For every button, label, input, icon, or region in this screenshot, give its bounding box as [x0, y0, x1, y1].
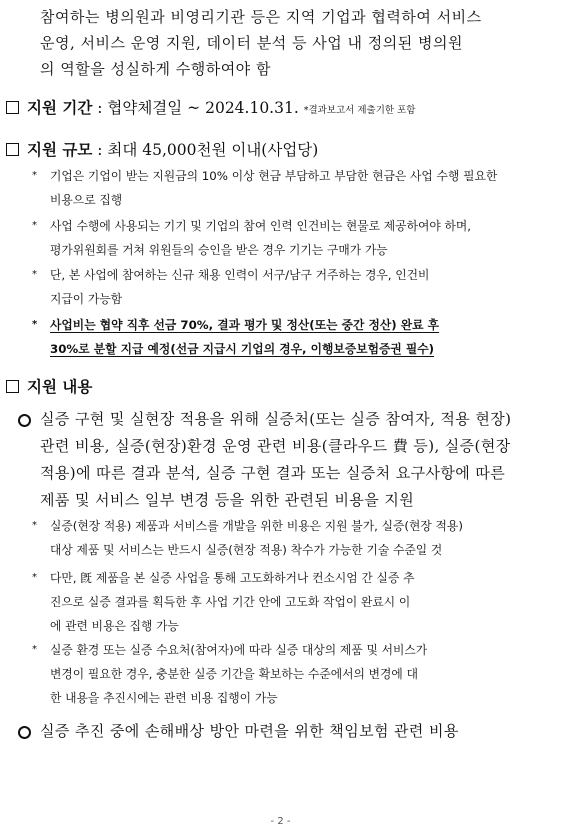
section-title: 지원 내용: [27, 378, 93, 396]
period-note: *결과보고서 제출기한 포함: [303, 105, 416, 116]
asterisk-icon: *: [32, 572, 37, 583]
list-item: * 실증(현장 적용) 제품과 서비스를 개발을 위한 비용은 지원 불가, 실증(현장 적용) 대상 제품 및 서비스는 반드시 실증(현장 적용) 착수가 가능한 기술 수준일 것: [32, 514, 540, 562]
list-item: * 기업은 기업이 받는 지원금의 10% 이상 현금 부담하고 부담한 현금은 사업 수행 필요한 비용으로 집행: [32, 164, 540, 212]
intro-line: 운영, 서비스 운영 지원, 데이터 분석 등 사업 내 정의된 병의원: [40, 34, 463, 52]
section-title: 지원 규모: [27, 141, 93, 159]
list-item: * 다만, 旣 제품을 본 실증 사업을 통해 고도화하거나 컨소시엄 간 실증 추 진으로 실증 결과를 획득한 후 사업 기간 안에 고도화 작업이 완료시 이 에 관련 비용은 집행 가능: [32, 566, 540, 638]
asterisk-icon: *: [32, 269, 37, 280]
section-support-scale: [6, 138, 318, 160]
circle-bullet-icon: [18, 726, 31, 739]
asterisk-icon: *: [32, 644, 37, 655]
list-item: * 사업 수행에 사용되는 기기 및 기업의 참여 인력 인건비는 현물로 제공하여야 하며, 평가위원회를 거쳐 위원들의 승인을 받은 경우 기기는 구매가 가능: [32, 214, 540, 262]
intro-line: 의 역할을 성실하게 수행하여야 함: [40, 60, 271, 78]
intro-paragraph: [40, 4, 540, 82]
intro-line: 참여하는 병의원과 비영리기관 등은 지역 기업과 협력하여 서비스: [40, 8, 482, 26]
square-bullet-icon: [6, 380, 19, 393]
content-item: 실증 추진 중에 손해배상 방안 마련을 위한 책임보험 관련 비용: [18, 718, 548, 745]
scale-value: : 최대 45,000천원 이내(사업당): [97, 141, 319, 159]
square-bullet-icon: [6, 101, 19, 114]
asterisk-icon: *: [32, 170, 37, 181]
asterisk-icon: *: [32, 520, 37, 531]
period-value: : 협약체결일 ~ 2024.10.31.: [97, 99, 299, 117]
section-support-period: [6, 96, 415, 118]
page-number: - 2 -: [270, 816, 291, 827]
circle-bullet-icon: [18, 414, 31, 427]
asterisk-icon: *: [32, 220, 37, 231]
list-item: * 단, 본 사업에 참여하는 신규 채용 인력이 서구/남구 거주하는 경우, 인건비 지급이 가능함: [32, 263, 540, 311]
square-bullet-icon: [6, 143, 19, 156]
list-item-emphasis: * 사업비는 협약 직후 선금 70%, 결과 평가 및 정산(또는 중간 정산) 완료 후 30%로 분할 지급 예정(선금 지급시 기업의 경우, 이행보증보험증권 필수): [32, 313, 540, 361]
section-support-content: [6, 375, 92, 397]
content-item: 실증 구현 및 실현장 적용을 위해 실증처(또는 실증 참여자, 적용 현장) 관련 비용, 실증(현장)환경 운영 관련 비용(클라우드 費 등), 실증(현장 적용)에 따른 결과 분석, 실증 구현 결과 또는 실증처 요구사항에 따른 제품 및 서비스 일부 변경 등을 위한 관련된 비용을 지원: [18, 406, 548, 514]
list-item: * 실증 환경 또는 실증 수요처(참여자)에 따라 실증 대상의 제품 및 서비스가 변경이 필요한 경우, 충분한 실증 기간을 확보하는 수준에서의 변경에 대 한 내용을 추진시에는 관련 비용 집행이 가능: [32, 638, 540, 710]
asterisk-icon: *: [32, 319, 38, 330]
section-title: 지원 기간: [27, 99, 93, 117]
